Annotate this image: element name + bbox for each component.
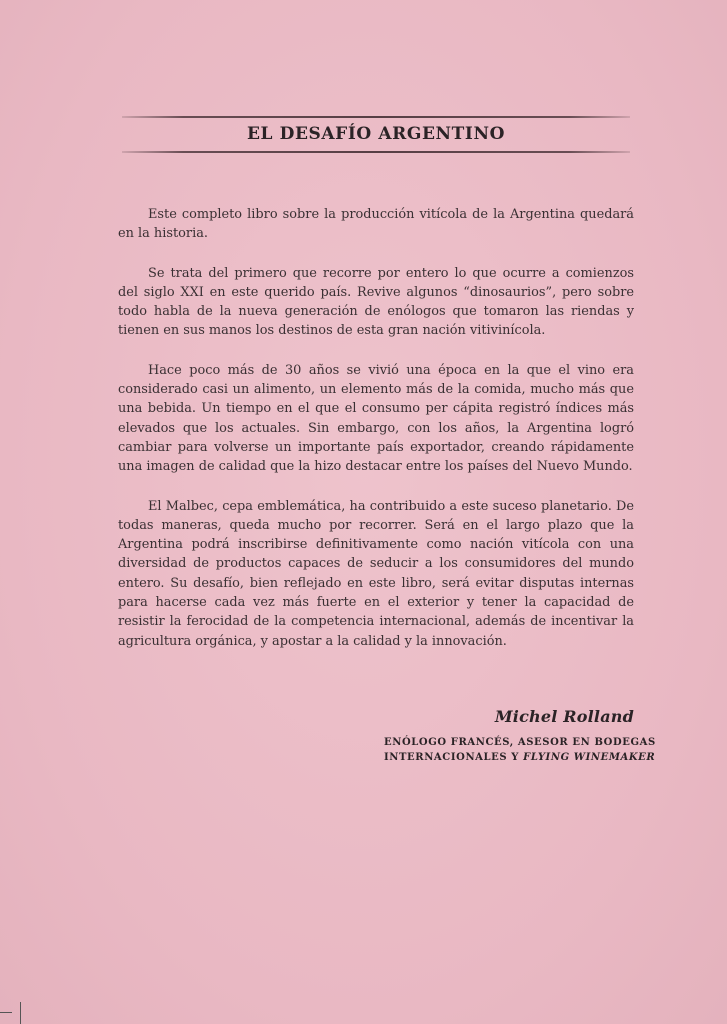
credit-line-2 xyxy=(384,750,656,765)
credit-line-2-text: INTERNACIONALES Y xyxy=(384,752,524,763)
paragraph: Hace poco más de 30 años se vivió una época en la que el vino era considerado casi un alimento, un elemento más de la comida, mucho más que una bebida. Un tiempo en el que el consumo per cápita registró índices más elevados que los actuales. Sin embargo, con los años, la Argentina logró cambiar para volverse un importante país exportador, creando rápidamente una imagen de calidad que la hizo destacar entre los países del Nuevo Mundo. xyxy=(118,362,634,475)
body-text xyxy=(118,205,634,671)
author-signature: Michel Rolland xyxy=(494,707,634,726)
credit-line-2-italic: FLYING WINEMAKER xyxy=(523,752,656,763)
crop-mark-vertical xyxy=(20,1002,21,1024)
title-rule-bottom xyxy=(122,151,630,153)
author-credit xyxy=(384,735,656,765)
page-title: EL DESAFÍO ARGENTINO xyxy=(246,124,506,144)
title-rule-top xyxy=(122,116,630,118)
crop-mark-horizontal xyxy=(0,1012,12,1013)
paragraph: El Malbec, cepa emblemática, ha contribuido a este suceso planetario. De todas maneras, queda mucho por recorrer. Será en el largo plazo que la Argentina podrá inscribirse definitivamente como nación vitícola con una diversidad de productos capaces de seducir a los consumidores del mundo entero. Su desafío, bien reflejado en este libro, será evitar disputas internas para hacerse cada vez más fuerte en el exterior y tener la capacidad de resistir la ferocidad de la competencia internacional, además de incentivar la agricultura orgánica, y apostar a la calidad y la innovación. xyxy=(118,498,634,649)
credit-line-1: ENÓLOGO FRANCÉS, ASESOR EN BODEGAS xyxy=(384,737,656,748)
paragraph: Se trata del primero que recorre por entero lo que ocurre a comienzos del siglo XXI en este querido país. Revive algunos “dinosaurios”, pero sobre todo habla de la nueva generación de enólogos que tomaron las riendas y tienen en sus manos los destinos de esta gran nación vitivinícola. xyxy=(118,265,634,339)
paragraph: Este completo libro sobre la producción vitícola de la Argentina quedará en la historia. xyxy=(118,207,634,242)
